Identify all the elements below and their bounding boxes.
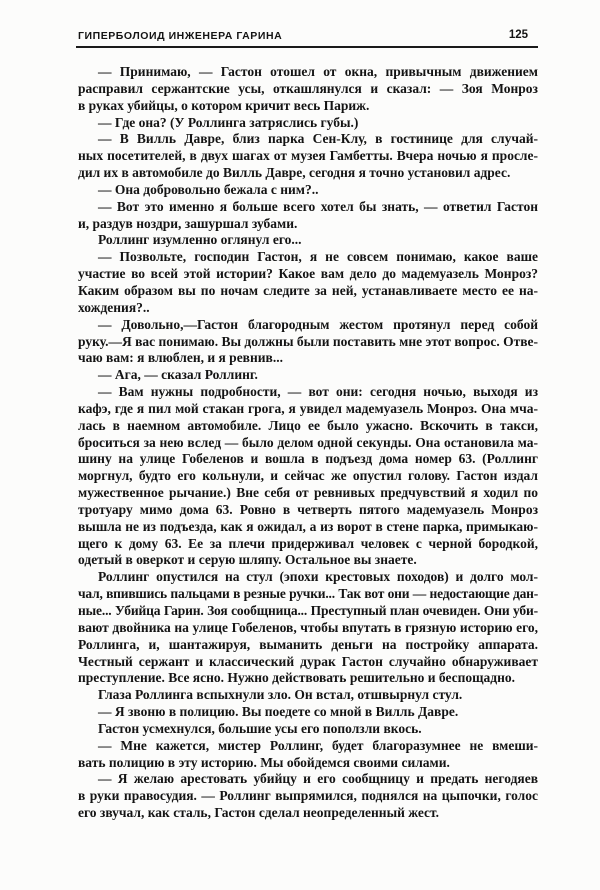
running-head-title: ГИПЕРБОЛОИД ИНЖЕНЕРА ГАРИНА [78, 30, 283, 42]
text-line: броситься за нею вслед — было делом одной секунды. Она остановила ма- [78, 434, 538, 450]
text-line: руку.—Я вас понимаю. Вы должны были поставить мне этот вопрос. Отве- [78, 333, 538, 349]
text-line: Глаза Роллинга вспыхнули зло. Он встал, отшвырнул стул. [98, 687, 463, 703]
paragraph [78, 771, 538, 822]
text-line: — Мне кажется, мистер Роллинг, будет благоразумнее не вмеши- [98, 737, 538, 753]
text-line: расправил сержантские усы, откашлянулся и сказал: — Зоя Монроз [78, 80, 538, 96]
text-line: чал, впившись пальцами в резные ручки... Так вот они — недостающие дан- [78, 586, 538, 602]
text-line: — Довольно,—Гастон благородным жестом протянул перед собой [98, 316, 538, 332]
paragraph [78, 721, 538, 738]
text-line: Каким образом вы по ночам следите за ней, устанавливаете место ее на- [78, 282, 538, 298]
paragraph [78, 131, 538, 182]
text-line: Роллинг изумленно оглянул его... [98, 232, 302, 248]
text-line: в руки правосудия. — Роллинг выпрямился, поднялся на цыпочки, голос [78, 788, 538, 804]
text-line: шину на улице Гобеленов и вошла в подъезд дома номер 63. (Роллинг [78, 451, 538, 467]
paragraph [78, 115, 538, 132]
text-line: — Я желаю арестовать убийцу и его сообщницу и предать негодяев [98, 771, 538, 787]
paragraph [78, 569, 538, 687]
text-line: — Принимаю, — Гастон отошел от окна, привычным движением [98, 64, 538, 79]
text-line: — Вот это именно я больше всего хотел бы знать, — ответил Гастон [98, 198, 538, 214]
text-line: — В Вилль Давре, близ парка Сен-Клу, в гостинице для случай- [98, 131, 538, 147]
paragraph [78, 64, 538, 115]
paragraph [78, 704, 538, 721]
text-line: преступление. Все ясно. Нужно действовать решительно и беспощадно. [78, 670, 516, 686]
text-line: одетый в оверкот и серую шляпу. Остальное вы знаете. [78, 552, 417, 568]
text-line: Роллинга, и, шантажируя, выманить деньги на постройку аппарата. [78, 636, 538, 652]
running-head [78, 29, 538, 45]
text-line: — Она добровольно бежала с ним?.. [98, 181, 319, 197]
paragraph [78, 199, 538, 233]
paragraph [78, 317, 538, 368]
text-line: Роллинг опустился на стул (эпохи крестовых походов) и долго мол- [98, 569, 538, 585]
header-rule [76, 46, 538, 48]
text-line: чаю вам: я влюблен, и я ревнив... [78, 350, 283, 366]
text-line: ные... Убийца Гарин. Зоя сообщница... Преступный план очевиден. Они уби- [78, 603, 538, 618]
text-line: хождения?.. [78, 299, 150, 315]
text-line: — Вам нужны подробности, — вот они: сегодня ночью, выходя из [98, 384, 538, 400]
paragraph [78, 232, 538, 249]
paragraph [78, 738, 538, 772]
text-line: и, раздув ноздри, зашуршал зубами. [78, 215, 298, 231]
page-number: 125 [508, 29, 528, 41]
text-line: вают двойника на улице Гобеленов, чтобы впутать в грязную историю его, [78, 619, 538, 635]
text-line: — Ага, — сказал Роллинг. [98, 367, 258, 383]
text-line: — Где она? (У Роллинга затряслись губы.) [98, 114, 359, 130]
text-line: вышла не из подъезда, как я ожидал, а из ворот в стене парка, примыкаю- [78, 518, 538, 534]
text-line: вать полицию в эту историю. Мы обойдемся своими силами. [78, 754, 450, 770]
text-line: щего к дому 63. Ее за плечи придерживал человек с черной бородкой, [78, 535, 538, 551]
text-line: в руках убийцы, о котором кричит весь Париж. [78, 97, 370, 113]
paragraph [78, 384, 538, 569]
text-line: кафэ, где я пил мой стакан грога, я увидел мадемуазель Монроз. Она мча- [78, 400, 538, 416]
paragraph [78, 182, 538, 199]
text-line: тротуару мимо дома 63. Ровно в четверть пятого мадемуазель Монроз [78, 501, 538, 517]
paragraph [78, 687, 538, 704]
text-line: ных посетителей, в двух шагах от музея Гамбетты. Вчера ночью я просле- [78, 148, 538, 164]
text-line: его звучал, как сталь, Гастон сделал неопределенный жест. [78, 805, 440, 821]
text-line: моргнул, будто его кольнули, и сейчас же опустил голову. Гастон издал [78, 468, 538, 484]
text-line: лась в наемном автомобиле. Лицо ее было ужасно. Вскочить в такси, [78, 417, 538, 433]
text-line: — Позвольте, господин Гастон, я не совсем понимаю, какое ваше [98, 249, 538, 265]
text-line: участие во всей этой истории? Какое вам дело до мадемуазель Монроз? [78, 266, 538, 282]
paragraph [78, 249, 538, 316]
paragraph [78, 367, 538, 384]
text-line: — Я звоню в полицию. Вы поедете со мной в Вилль Давре. [98, 704, 459, 720]
body-text [78, 64, 538, 822]
text-line: дил их в автомобиле до Вилль Давре, сегодня я точно установил адрес. [78, 165, 511, 181]
text-line: Честный сержант и классический дурак Гастон случайно обнаруживает [78, 653, 538, 669]
text-line: Гастон усмехнулся, большие усы его поползли вкось. [98, 720, 422, 736]
text-line: мужественное рычание.) Вне себя от ревнивых предчувствий я ходил по [78, 485, 538, 501]
